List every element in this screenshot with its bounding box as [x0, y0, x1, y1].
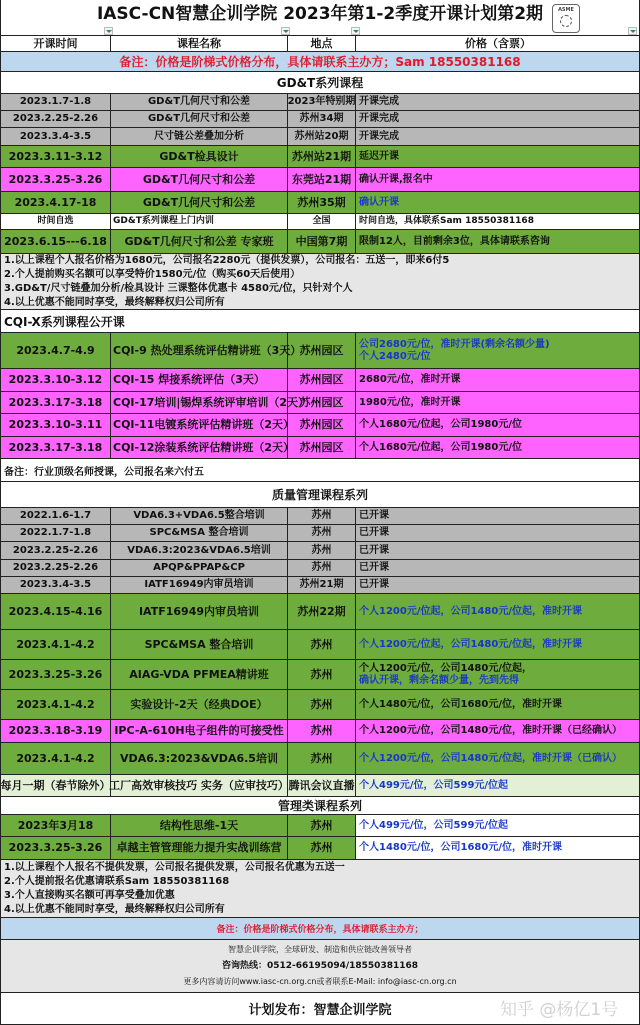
course-row: [1, 720, 639, 743]
date-cell: 2022.1.7-1.8: [1, 525, 111, 541]
footer-slogan: 智慧企训学院，全球研发、制造和供应链改善领导者: [228, 945, 412, 954]
filter-dropdown-icon[interactable]: [351, 27, 360, 35]
price-line: 个人499元/位，公司599元/位起: [359, 819, 509, 831]
notes-list: [1, 860, 639, 917]
note-line: 1.以上课程个人报名不提供发票，公司报名提供发票，公司报名优惠为五送一: [4, 861, 345, 873]
note-line: 3.个人直接购买名额可再享受叠加优惠: [4, 889, 175, 901]
date-cell: 2023.3.25-3.26: [1, 660, 111, 689]
notes-list: [1, 254, 639, 309]
section-title-cqi-text: CQI-X系列课程公开课: [4, 314, 125, 329]
price-cell: [356, 720, 639, 742]
location-cell: 苏州园区: [288, 333, 356, 368]
note-line: 2.个人提前报名优惠请联系Sam 18550381168: [4, 875, 230, 887]
footer-lines: [1, 940, 639, 992]
price-line: 已开课: [359, 579, 389, 590]
price-cell: [356, 437, 639, 458]
course-row: [1, 837, 639, 860]
price-line: 公司2680元/位，准时开课(剩余名额少量): [359, 338, 550, 350]
price-line: 确认开课,报名中: [359, 173, 433, 185]
price-note-banner-text: 备注：价格是阶梯式价格分布，具体请联系主办方；Sam 18550381168: [119, 55, 521, 69]
price-line: 延迟开课: [359, 150, 399, 162]
location-cell: 苏州: [288, 542, 356, 559]
date-cell: 2023.1.7-1.8: [1, 94, 111, 110]
course-name-cell: SPC&MSA 整合培训: [111, 630, 288, 659]
course-name-cell: IATF16949内审员培训: [111, 594, 288, 629]
date-cell: 2023.6.15---6.18: [1, 230, 111, 253]
note-line: 4.以上优惠不能同时享受，最终解释权归公司所有: [4, 903, 225, 915]
note-line: 3.GD&T/尺寸链叠加分析/检具设计 三课整体优惠卡 4580元/位，只针对个人: [4, 282, 353, 294]
footer-info: [1, 940, 639, 993]
course-name-cell: GD&T检具设计: [111, 146, 288, 167]
course-name-cell: APQP&PPAP&CP: [111, 560, 288, 576]
date-cell: 2023.3.18-3.19: [1, 720, 111, 742]
section-title-quality: [1, 482, 639, 508]
course-row: [1, 214, 639, 230]
price-cell: [356, 333, 639, 368]
section-title-management: [1, 797, 639, 815]
price-cell: [356, 128, 639, 145]
section-title-gdt-text: GD&T系列课程: [276, 76, 364, 90]
location-cell: 苏州园区: [288, 437, 356, 458]
price-cell: [356, 815, 639, 836]
date-cell: 2023.3.17-3.18: [1, 392, 111, 413]
price-cell: [356, 168, 639, 191]
price-line: 开课完成: [359, 96, 399, 107]
date-cell: 2023.4.1-4.2: [1, 743, 111, 774]
course-row: [1, 577, 639, 594]
column-header: 开课时间: [1, 36, 111, 51]
price-cell: [356, 775, 639, 796]
column-header: 价格（含票）: [465, 36, 531, 50]
date-cell: 2023.4.17-18: [1, 192, 111, 213]
course-name-cell: AIAG-VDA PFMEA精讲班: [111, 660, 288, 689]
course-name-cell: VDA6.3+VDA6.5整合培训: [111, 508, 288, 524]
price-line: 时间自选，具体联系Sam 18550381168: [359, 216, 534, 227]
asme-logo: [552, 4, 580, 33]
section-title-quality-text: 质量管理课程系列: [271, 488, 368, 502]
price-cell: [356, 414, 639, 436]
location-cell: 苏州: [288, 690, 356, 719]
location-cell: 全国: [288, 214, 356, 229]
price-line: 1980元/位，准时开课: [359, 396, 461, 408]
location-cell: 苏州: [288, 720, 356, 742]
price-line: 个人1200元/位起，公司1480元/位起，准时开课: [359, 638, 582, 650]
price-line: 个人2480元/位: [359, 350, 431, 362]
date-cell: 2023.3.4-3.5: [1, 577, 111, 593]
section-title-gdt: [1, 72, 639, 94]
price-line: 个人1680元/位起，公司1980元/位: [359, 441, 522, 453]
location-cell: 苏州35期: [288, 192, 356, 213]
course-name-cell: CQI-9 热处理系统评估精讲班（3天）: [111, 333, 288, 368]
course-row: [1, 525, 639, 542]
date-cell: 2023.3.4-3.5: [1, 128, 111, 145]
location-cell: 腾讯会议直播: [288, 775, 356, 796]
notes-block: [1, 860, 639, 918]
price-cell: [356, 660, 639, 689]
cqi-note-text: 备注：行业顶级名师授课，公司报名来六付五: [4, 466, 204, 478]
price-cell: [356, 837, 639, 859]
course-name-cell: VDA6.3:2023&VDA6.5培训: [111, 542, 288, 559]
logo-emblem-icon: [560, 15, 572, 27]
course-name-cell: 工厂高效审核技巧 实务（应审技巧）: [111, 775, 288, 796]
course-row: [1, 369, 639, 392]
section-title-cqi: [1, 310, 639, 333]
date-cell: 2023.2.25-2.26: [1, 542, 111, 559]
course-name-cell: VDA6.3:2023&VDA6.5培训: [111, 743, 288, 774]
course-name-cell: 卓越主管管理能力提升实战训练营: [111, 837, 288, 859]
price-cell: [356, 111, 639, 127]
course-name-cell: 尺寸链公差叠加分析: [111, 128, 288, 145]
price-cell: [356, 560, 639, 576]
date-cell: 2022.1.6-1.7: [1, 508, 111, 524]
course-name-cell: GD&T系列课程上门内训: [111, 214, 288, 229]
price-cell: [356, 690, 639, 719]
course-name-cell: GD&T几何尺寸和公差 专家班: [111, 230, 288, 253]
course-row: [1, 630, 639, 660]
course-row: [1, 508, 639, 525]
filter-dropdown-icon[interactable]: [628, 27, 637, 35]
course-name-cell: GD&T几何尺寸和公差: [111, 168, 288, 191]
price-line: 个人1680元/位起，公司1980元/位: [359, 419, 522, 430]
course-row: [1, 192, 639, 214]
course-row: [1, 414, 639, 437]
price-line: 已开课: [359, 510, 389, 521]
course-name-cell: IATF16949内审员培训: [111, 577, 288, 593]
section-title-management-text: 管理类课程系列: [277, 799, 362, 813]
date-cell: 2023.3.17-3.18: [1, 437, 111, 458]
course-row: [1, 437, 639, 459]
course-name-cell: CQI-17培训|锡焊系统评审培训（2天）: [111, 392, 288, 413]
price-cell: [356, 594, 639, 629]
price-cell: [356, 369, 639, 391]
date-cell: 2023.2.25-2.26: [1, 560, 111, 576]
course-name-cell: GD&T几何尺寸和公差: [111, 192, 288, 213]
chevron-down-icon: [353, 30, 359, 33]
location-cell: 苏州园区: [288, 369, 356, 391]
course-row: [1, 128, 639, 146]
location-cell: 东莞站21期: [288, 168, 356, 191]
location-cell: 苏州: [288, 815, 356, 836]
page-title: IASC-CN智慧企训学院 2023年第1-2季度开课计划第2期: [96, 4, 544, 24]
price-line: 个人1480元/位，公司1680元/位，准时开课: [359, 698, 562, 710]
course-row: [1, 146, 639, 168]
price-line: 确认开课: [359, 196, 399, 208]
location-cell: 苏州: [288, 560, 356, 576]
price-cell: [356, 542, 639, 559]
date-cell: 2023.2.25-2.26: [1, 111, 111, 127]
course-name-cell: SPC&MSA 整合培训: [111, 525, 288, 541]
location-cell: 苏州园区: [288, 414, 356, 436]
course-name-cell: 结构性思维-1天: [111, 815, 288, 836]
note-line: 1.以上课程个人报名价格为1680元，公司报名2280元（提供发票），公司报名：五送一，即来6付5: [4, 254, 450, 266]
location-cell: 苏州: [288, 525, 356, 541]
date-cell: 2023.4.15-4.16: [1, 594, 111, 629]
price-note-banner: [1, 52, 639, 72]
price-cell: [356, 214, 639, 229]
price-line: 个人1200元/位，公司1480元/位起，准时开课（已确认）: [359, 752, 622, 764]
price-cell: [356, 94, 639, 110]
price-line: 个人1200元/位起，公司1480元/位起，准时开课: [359, 605, 582, 617]
location-cell: 苏州34期: [288, 111, 356, 127]
location-cell: 苏州21期: [288, 577, 356, 593]
course-row: [1, 542, 639, 560]
date-cell: 2023.3.25-3.26: [1, 837, 111, 859]
course-row: [1, 660, 639, 690]
price-line: 个人1200元/位，公司1480元/位，准时开课（已经确认）: [359, 725, 622, 736]
course-row: [1, 392, 639, 414]
price-line: 2680元/位，准时开课: [359, 374, 461, 385]
column-header: 地点: [288, 36, 356, 51]
location-cell: 苏州站21期: [288, 146, 356, 167]
price-line: 开课完成: [359, 130, 399, 142]
course-row: [1, 743, 639, 775]
price-line: 个人499元/位，公司599元/位起: [359, 779, 509, 791]
course-name-cell: GD&T几何尺寸和公差: [111, 111, 288, 127]
note-line: 2.个人提前购买名额可以享受特价1580元/位（购买60天后使用）: [4, 268, 301, 280]
publisher-row-text: 计划发布：智慧企训学院: [248, 1003, 392, 1018]
course-row: [1, 775, 639, 797]
price-line: 确认开课，剩余名额少量，先到先得: [359, 674, 519, 686]
price-cell: [356, 508, 639, 524]
location-cell: 苏州站20期: [288, 128, 356, 145]
filter-dropdown-icon[interactable]: [104, 27, 113, 35]
location-cell: 苏州: [288, 743, 356, 774]
course-row: [1, 333, 639, 369]
price-cell: [356, 392, 639, 413]
chevron-down-icon: [106, 30, 112, 33]
course-name-cell: GD&T几何尺寸和公差: [111, 94, 288, 110]
price-line: 已开课: [359, 527, 389, 538]
date-cell: 2023.3.10-3.12: [1, 369, 111, 391]
price-cell: [356, 192, 639, 213]
cqi-note: [1, 459, 639, 482]
date-cell: 时间自选: [1, 214, 111, 229]
chevron-down-icon: [283, 30, 289, 33]
footer-contact: 更多内容请访问www.iasc-cn.org.cn或者联系E-Mail: info@iasc-cn.org.cn: [183, 977, 457, 986]
price-cell: [356, 146, 639, 167]
location-cell: 苏州22期: [288, 594, 356, 629]
location-cell: 中国第7期: [288, 230, 356, 253]
price-line: 个人1480元/位，公司1680元/位，准时开课: [359, 842, 562, 853]
price-line: 已开课: [359, 562, 389, 573]
note-line: 4.以上优惠不能同时享受，最终解释权归公司所有: [4, 296, 225, 308]
footer-hotline: 咨询热线：0512-66195094/18550381168: [221, 961, 419, 971]
column-header: 课程名称: [111, 36, 288, 51]
date-cell: 每月一期（春节除外）: [1, 775, 111, 796]
course-row: [1, 690, 639, 720]
price-cell: [356, 525, 639, 541]
column-header-row: [1, 36, 639, 52]
price-line: 开课完成: [359, 113, 399, 124]
course-name-cell: IPC-A-610H电子组件的可接受性: [111, 720, 288, 742]
course-row: [1, 560, 639, 577]
bottom-price-note: [1, 918, 639, 940]
date-cell: 2023年3月18: [1, 815, 111, 836]
course-row: [1, 230, 639, 254]
date-cell: 2023.3.11-3.12: [1, 146, 111, 167]
price-cell: [356, 230, 639, 253]
price-cell: [356, 743, 639, 774]
date-cell: 2023.4.7-4.9: [1, 333, 111, 368]
watermark: 知乎 @杨亿1号: [500, 1000, 619, 1020]
filter-dropdown-icon[interactable]: [281, 27, 290, 35]
price-cell: [356, 577, 639, 593]
price-line: 已开课: [359, 544, 389, 556]
price-line: 限制12人，目前剩余3位，具体请联系咨询: [359, 235, 550, 247]
price-cell: [356, 630, 639, 659]
bottom-price-note-text: 备注：价格是阶梯式价格分布，具体请联系主办方；: [216, 925, 424, 935]
location-cell: 苏州: [288, 508, 356, 524]
course-row: [1, 111, 639, 128]
course-row: [1, 94, 639, 111]
course-name-cell: CQI-12涂装系统评估精讲班（2天）: [111, 437, 288, 458]
location-cell: 苏州: [288, 660, 356, 689]
date-cell: 2023.3.25-3.26: [1, 168, 111, 191]
date-cell: 2023.3.10-3.11: [1, 414, 111, 436]
location-cell: 苏州园区: [288, 392, 356, 413]
course-row: [1, 815, 639, 837]
location-cell: 2023年特别期: [288, 94, 356, 110]
location-cell: 苏州: [288, 837, 356, 859]
logo-text: ASME: [558, 7, 574, 13]
date-cell: 2023.4.1-4.2: [1, 690, 111, 719]
course-row: [1, 168, 639, 192]
course-name-cell: 实验设计-2天（经典DOE）: [111, 690, 288, 719]
course-row: [1, 594, 639, 630]
location-cell: 苏州: [288, 630, 356, 659]
course-name-cell: CQI-15 焊接系统评估（3天）: [111, 369, 288, 391]
price-line: 个人1200元/位，公司1480元/位起，: [359, 662, 532, 674]
notes-block: [1, 254, 639, 310]
course-name-cell: CQI-11电镀系统评估精讲班（2天）: [111, 414, 288, 436]
date-cell: 2023.4.1-4.2: [1, 630, 111, 659]
chevron-down-icon: [630, 30, 636, 33]
title-row: [1, 0, 639, 36]
